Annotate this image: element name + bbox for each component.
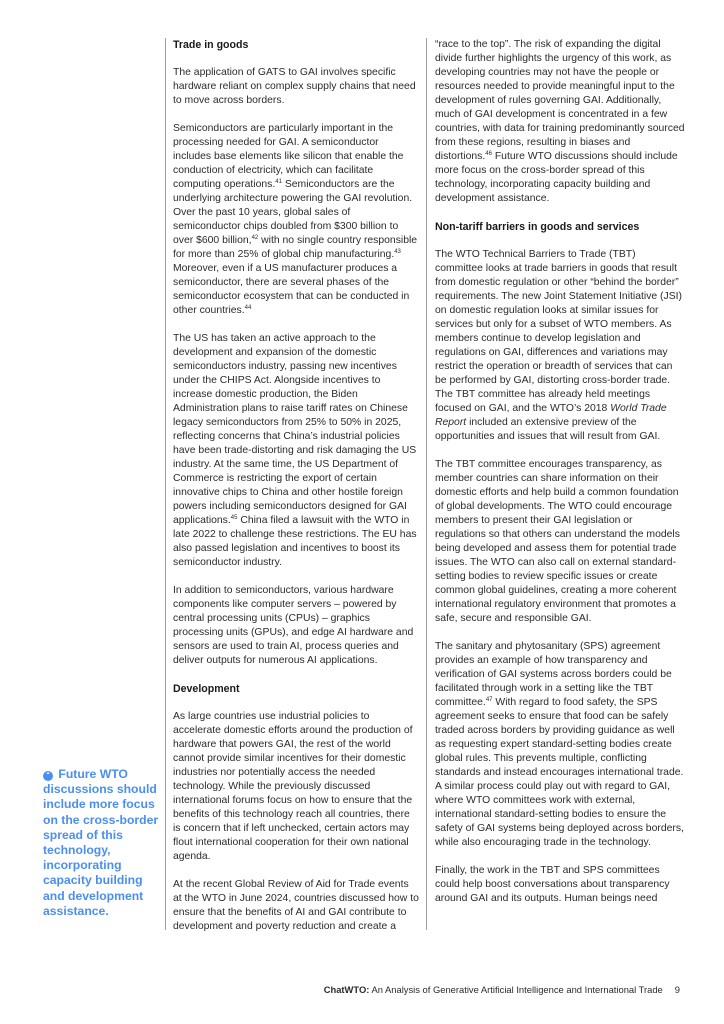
- paragraph: Finally, the work in the TBT and SPS committees could help boost conversations about transparency around GAI and its outputs. Human beings need: [435, 865, 670, 904]
- trade-in-goods-heading: Trade in goods: [173, 39, 249, 51]
- page-number: 9: [674, 984, 680, 995]
- paragraph: At the recent Global Review of Aid for Trade events at the WTO in June 2024, countries discussed how to ensure that the benefits of AI and GAI contribute to development and poverty reduction and create a: [173, 879, 419, 932]
- page-footer: [324, 984, 680, 995]
- footnote-ref[interactable]: 44: [244, 305, 252, 311]
- footnote-ref[interactable]: 47: [485, 697, 493, 703]
- paragraph: The US has taken an active approach to the development and expansion of the domestic semiconductors industry, passing new incentives under the CHIPS Act. Alongside incentives to increase domestic production, the Biden Administration plans to raise tariff rates on Chinese legacy semiconductors from 25% to 50% in 2025, reflecting concerns that China’s industrial policies have been trade-distorting and risk damaging the US industry. At the same time, the US Department of Commerce is restricting the export of certain innovative chips to China and other hostile foreign powers including semiconductors designed for GAI applications.$^{45}$ China filed a lawsuit with the WTO in late 2022 to challenge these restrictions. The EU has also passed legislation and incentives to boost its semiconductor industry.: [173, 333, 417, 568]
- footnote-ref[interactable]: 41: [275, 179, 282, 185]
- left-column-rule: [165, 38, 166, 930]
- footnote-ref[interactable]: 43: [394, 249, 401, 255]
- footer-brand: ChatWTO:: [323, 984, 370, 995]
- paragraph: “race to the top”. The risk of expanding the digital divide further highlights the urgency of this work, as developing countries may not have the people or resources needed to provide meaningful input to the development of rules governing GAI. Additionally, much of GAI development is concentrated in a few countries, with data for training predominantly sourced from these regions, resulting in biases and distortions.$^{46}$ Future WTO discussions should include more focus on the cross-border spread of this technology, incorporating capacity building and development assistance.: [435, 39, 685, 204]
- paragraph: As large countries use industrial policies to accelerate domestic efforts around the production of hardware that powers GAI, the rest of the world cannot provide similar incentives for their domestic industries nor potentially access the needed technology. While the previously discussed international forums focus on how to ensure that the benefits of this technology reach all countries, there is concern that if left unchecked, certain actors may flout international cooperation for their own national agenda.: [173, 711, 413, 862]
- middle-column-rule: [426, 38, 427, 930]
- paragraph: The application of GATS to GAI involves specific hardware reliant on complex supply chains that need to move across borders.: [173, 67, 416, 106]
- report-title: World Trade Report: [435, 403, 667, 428]
- quote-icon: “: [43, 771, 53, 781]
- paragraph: The WTO Technical Barriers to Trade (TBT) committee looks at trade barriers in goods that result from domestic regulation or other “behind the border” requirements. The new Joint Statement Initiative (JSI) on domestic regulation looks at similar issues for services but only for a subset of WTO members. As members continue to develop legislation and regulations on GAI, differences and variations may restrict the operation or breadth of services that can be performed by GAI, distorting cross-border trade. The TBT committee has already held meetings focused on GAI, and the WTO’s 2018 World Trade Report included an extensive preview of the opportunities and issues that will result from GAI.: [435, 249, 682, 442]
- paragraph: The TBT committee encourages transparency, as member countries can share information on their domestic efforts and help build a common foundation of global developments. The WTO could encourage members to present their GAI legislation or regulations so that others can understand the models being developed and assess them for potential trade issues. The WTO can also call on external standard-setting bodies to review specific issues or create common global guidelines, creating a more coherent international regulatory environment that promotes a safe, secure and responsible GAI.: [435, 459, 680, 624]
- development-heading: Development: [173, 683, 240, 695]
- paragraph: In addition to semiconductors, various hardware components like computer servers – powered by central processing units (CPUs) – graphics processing units (GPUs), and edge AI hardware and sensors are used to train AI, process queries and deliver outputs for numerous AI applications.: [173, 585, 414, 666]
- pull-quote: [43, 767, 161, 919]
- footnote-ref[interactable]: 45: [230, 515, 238, 521]
- footnote-ref[interactable]: 46: [485, 151, 492, 157]
- left-text-column: [173, 38, 419, 948]
- right-text-column: [435, 38, 685, 920]
- paragraph: The sanitary and phytosanitary (SPS) agreement provides an example of how transparency and verification of GAI systems across borders could be facilitated through work in a setting like the TBT committee.$^{47}$ With regard to food safety, the SPS agreement seeks to ensure that food can be safely traded across borders by providing guidance as well as requesting expert standard-setting bodies create global rules. This prevents multiple, conflicting standards and instead encourages international trade. A similar process could play out with regard to GAI, where WTO committees work with external, international standard-setting bodies to ensure the safety of GAI systems being deployed across borders, while also encouraging trade in the technology.: [435, 641, 684, 848]
- paragraph: Semiconductors are particularly important in the processing needed for GAI. A semiconductor includes base elements like silicon that enable the conduction of electricity, which can facilitate computing operations.$^{41}$ Semiconductors are the underlying architecture powering the GAI revolution. Over the past 10 years, global sales of semiconductor chips doubled from $300 billion to over $600 billion,$^{42}$ with no single country responsible for more than 25% of global chip manufacturing.$^{43}$ Moreover, even if a US manufacturer produces a semiconductor, there are several phases of the semiconductor ecosystem that can be conducted in other countries.$^{44}$: [173, 123, 418, 316]
- footnote-ref[interactable]: 42: [251, 235, 259, 241]
- non-tariff-barriers-heading: Non-tariff barriers in goods and services: [435, 221, 640, 233]
- pull-quote-text: Future WTO discussions should include more focus on the cross-border spread of this technology, incorporating capacity building and development assistance.: [43, 767, 159, 918]
- footer-title: An Analysis of Generative Artificial Intelligence and International Trade: [369, 984, 663, 995]
